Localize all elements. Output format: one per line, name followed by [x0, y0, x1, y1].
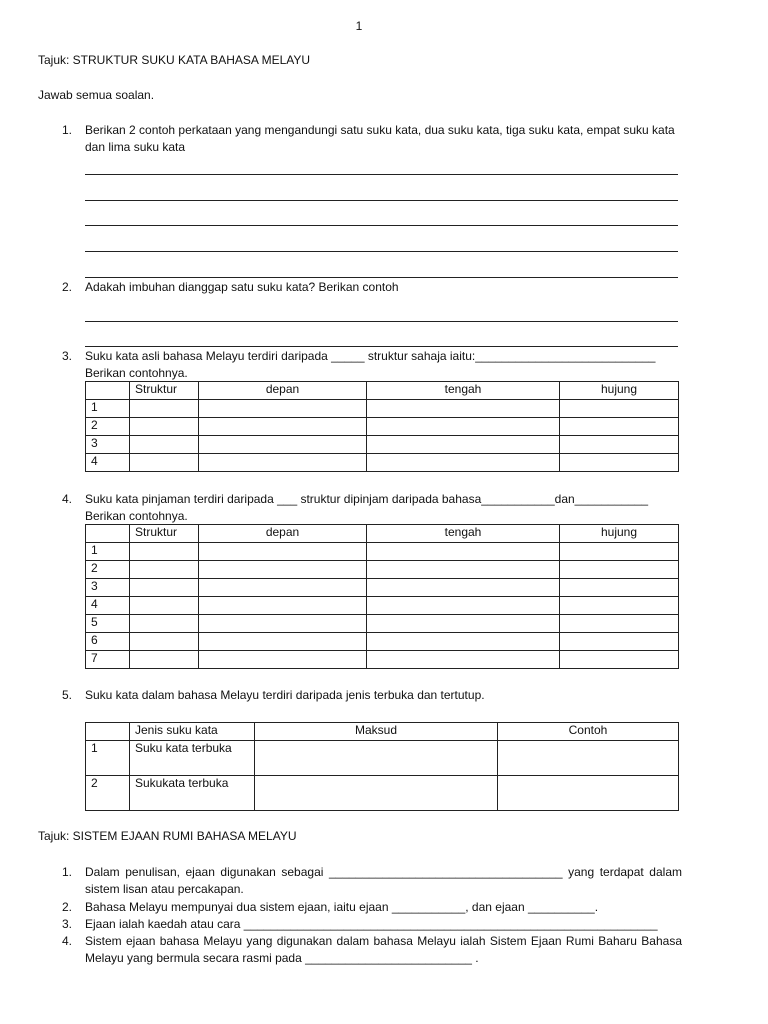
answer-cell[interactable]: [560, 651, 679, 669]
question-number: 2.: [62, 280, 73, 294]
table-row: [86, 741, 679, 776]
page-number: 1: [355, 19, 363, 33]
question-text: Dalam penulisan, ejaan digunakan sebagai ___________________________________ yang terdapat dalam sistem lisan atau percakapan.: [85, 865, 682, 896]
answer-cell[interactable]: [367, 436, 560, 454]
answer-cell[interactable]: [367, 454, 560, 472]
answer-cell[interactable]: [498, 741, 679, 776]
table-header-blank: [86, 723, 130, 741]
syllable-type: Sukukata terbuka: [130, 776, 255, 811]
question-text: Suku kata dalam bahasa Melayu terdiri daripada jenis terbuka dan tertutup.: [85, 688, 485, 702]
answer-cell[interactable]: [498, 776, 679, 811]
question-number: 1.: [62, 865, 73, 879]
question-number: 4.: [62, 934, 73, 948]
table-header: depan: [199, 525, 367, 543]
answer-cell[interactable]: [199, 615, 367, 633]
question-number: 1.: [62, 123, 73, 137]
question-text: Ejaan ialah kaedah atau cara ______________________________________________________________: [85, 917, 658, 931]
answer-cell[interactable]: [367, 633, 560, 651]
question-number: 3.: [62, 349, 73, 363]
table-row: [86, 436, 679, 454]
table-header: hujung: [560, 382, 679, 400]
table-row: [86, 418, 679, 436]
row-number: 4: [86, 454, 130, 472]
row-number: 5: [86, 615, 130, 633]
answer-cell[interactable]: [199, 454, 367, 472]
row-number: 3: [86, 579, 130, 597]
question-number: 4.: [62, 492, 73, 506]
answer-cell[interactable]: [130, 633, 199, 651]
table-header-blank: [86, 382, 130, 400]
syllable-type: Suku kata terbuka: [130, 741, 255, 776]
answer-cell[interactable]: [560, 579, 679, 597]
question-number: 5.: [62, 688, 73, 702]
question-text: Sistem ejaan bahasa Melayu yang digunakan dalam bahasa Melayu ialah Sistem Ejaan Rumi Baharu Bahasa Melayu yang bermula secara rasmi pada _________________________ .: [85, 934, 682, 965]
table-header: tengah: [367, 382, 560, 400]
syllable-type-table: [85, 722, 679, 811]
answer-cell[interactable]: [560, 615, 679, 633]
answer-cell[interactable]: [130, 436, 199, 454]
answer-cell[interactable]: [560, 400, 679, 418]
answer-cell[interactable]: [199, 400, 367, 418]
question-3: [62, 348, 682, 382]
table-row: [86, 454, 679, 472]
answer-cell[interactable]: [130, 579, 199, 597]
row-number: 2: [86, 776, 130, 811]
question-text: Suku kata asli bahasa Melayu terdiri daripada _____ struktur sahaja iaitu:___________________________: [85, 349, 656, 363]
answer-cell[interactable]: [130, 418, 199, 436]
answer-cell[interactable]: [199, 418, 367, 436]
answer-cell[interactable]: [560, 597, 679, 615]
table-row: [86, 579, 679, 597]
answer-cell[interactable]: [367, 561, 560, 579]
table-row: [86, 776, 679, 811]
table-header: Jenis suku kata: [130, 723, 255, 741]
section-title: Tajuk: STRUKTUR SUKU KATA BAHASA MELAYU: [38, 53, 311, 67]
answer-cell[interactable]: [199, 436, 367, 454]
answer-cell[interactable]: [367, 597, 560, 615]
row-number: 6: [86, 633, 130, 651]
answer-cell[interactable]: [199, 543, 367, 561]
table-row: [86, 400, 679, 418]
answer-cell[interactable]: [255, 776, 498, 811]
answer-line[interactable]: [85, 251, 678, 252]
answer-line[interactable]: [85, 225, 678, 226]
row-number: 1: [86, 400, 130, 418]
question-text: Berikan 2 contoh perkataan yang mengandungi satu suku kata, dua suku kata, tiga suku kata, empat suku kata dan lima suku kata: [85, 123, 675, 154]
answer-cell[interactable]: [199, 633, 367, 651]
question-5: [62, 687, 682, 705]
table-header: Struktur: [130, 525, 199, 543]
question-3: [62, 916, 682, 933]
answer-cell[interactable]: [367, 615, 560, 633]
question-number: 3.: [62, 917, 73, 931]
answer-cell[interactable]: [367, 579, 560, 597]
answer-cell[interactable]: [560, 543, 679, 561]
answer-cell[interactable]: [367, 400, 560, 418]
table-header: depan: [199, 382, 367, 400]
answer-line[interactable]: [85, 346, 678, 347]
question-1: [62, 864, 682, 898]
answer-cell[interactable]: [130, 400, 199, 418]
question-subtext: Berikan contohnya.: [85, 509, 188, 523]
question-number: 2.: [62, 900, 73, 914]
table-header: Struktur: [130, 382, 199, 400]
question-text: Bahasa Melayu mempunyai dua sistem ejaan, iaitu ejaan ___________, dan ejaan __________.: [85, 900, 599, 914]
answer-cell[interactable]: [560, 418, 679, 436]
answer-cell[interactable]: [130, 454, 199, 472]
table-row: [86, 615, 679, 633]
answer-cell[interactable]: [560, 454, 679, 472]
table-header: hujung: [560, 525, 679, 543]
table-row: [86, 597, 679, 615]
answer-line[interactable]: [85, 200, 678, 201]
row-number: 7: [86, 651, 130, 669]
row-number: 1: [86, 741, 130, 776]
answer-cell[interactable]: [560, 436, 679, 454]
structure-table-asli: [85, 381, 679, 472]
table-row: [86, 651, 679, 669]
question-2: [62, 899, 682, 916]
answer-cell[interactable]: [199, 561, 367, 579]
answer-cell[interactable]: [560, 633, 679, 651]
answer-cell[interactable]: [367, 651, 560, 669]
answer-cell[interactable]: [130, 597, 199, 615]
answer-cell[interactable]: [367, 418, 560, 436]
answer-cell[interactable]: [560, 561, 679, 579]
question-1: [62, 122, 682, 162]
question-text: Adakah imbuhan dianggap satu suku kata? Berikan contoh: [85, 280, 399, 294]
structure-table-pinjaman: [85, 524, 679, 669]
question-subtext: Berikan contohnya.: [85, 366, 188, 380]
question-4: [62, 933, 682, 967]
table-header: Maksud: [255, 723, 498, 741]
answer-cell[interactable]: [130, 561, 199, 579]
table-row: [86, 543, 679, 561]
answer-cell[interactable]: [367, 543, 560, 561]
answer-cell[interactable]: [199, 597, 367, 615]
row-number: 3: [86, 436, 130, 454]
answer-cell[interactable]: [199, 651, 367, 669]
answer-line[interactable]: [85, 321, 678, 322]
answer-cell[interactable]: [130, 543, 199, 561]
instruction: Jawab semua soalan.: [38, 88, 155, 102]
answer-line[interactable]: [85, 277, 678, 278]
question-2: [62, 279, 682, 297]
row-number: 2: [86, 561, 130, 579]
table-header: tengah: [367, 525, 560, 543]
row-number: 2: [86, 418, 130, 436]
row-number: 4: [86, 597, 130, 615]
answer-cell[interactable]: [255, 741, 498, 776]
table-header: Contoh: [498, 723, 679, 741]
table-row: [86, 561, 679, 579]
question-4: [62, 491, 682, 525]
table-header-blank: [86, 525, 130, 543]
table-row: [86, 633, 679, 651]
answer-cell[interactable]: [130, 615, 199, 633]
section-title: Tajuk: SISTEM EJAAN RUMI BAHASA MELAYU: [38, 829, 297, 843]
question-text: Suku kata pinjaman terdiri daripada ___ struktur dipinjam daripada bahasa___________dan___________: [85, 492, 649, 506]
row-number: 1: [86, 543, 130, 561]
answer-line[interactable]: [85, 174, 678, 175]
answer-cell[interactable]: [199, 579, 367, 597]
answer-cell[interactable]: [130, 651, 199, 669]
